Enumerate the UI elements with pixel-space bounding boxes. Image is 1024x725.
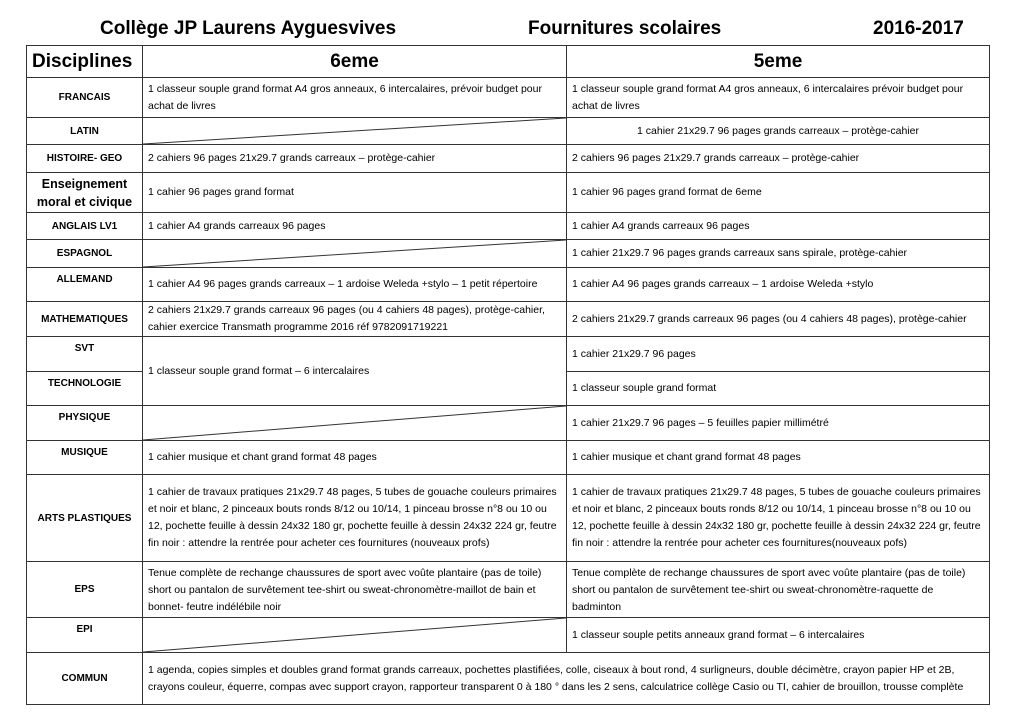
table-row-allemand [27,268,990,302]
supply-cell-6eme: 1 cahier 96 pages grand format [143,173,567,213]
table-row-emc [27,173,990,213]
column-header-disciplines: Disciplines [27,46,143,78]
strikethrough-line [143,618,566,652]
school-name: Collège JP Laurens Ayguesvives [100,18,397,39]
supply-cell-6eme: 1 cahier A4 96 pages grands carreaux – 1 ardoise Weleda +stylo – 1 petit répertoire [143,268,567,302]
discipline-cell: SVT [27,337,143,372]
supply-cell-5eme: 1 cahier 21x29.7 96 pages grands carreaux sans spirale, protège-cahier [567,240,990,268]
discipline-cell: MATHEMATIQUES [27,302,143,337]
empty-cell-6eme [143,118,567,145]
supply-cell-6eme: 1 cahier de travaux pratiques 21x29.7 48 pages, 5 tubes de gouache couleurs primaires et noir et blanc, 2 pinceaux bouts ronds 8/12 ou 10/14, 1 pinceau brosse n°8 ou 10 ou 12, pochette feuille à dessin 24x32 180 gr, pochette feuille à dessin 24x32 224 gr, feutre fin noir : attendre la rentrée pour acheter ces fournitures (nouveaux profs) [143,475,567,562]
supply-cell-5eme: 1 cahier 96 pages grand format de 6eme [567,173,990,213]
discipline-cell: COMMUN [27,653,143,705]
table-row-eps [27,562,990,618]
discipline-cell: ALLEMAND [27,268,143,302]
supply-cell-both: 1 agenda, copies simples et doubles grand format grands carreaux, pochettes plastifiées, colle, ciseaux à bout rond, 4 surligneurs, double décimètre, crayon papier HP et 2B, crayons couleur, équerre, compas avec support crayon, rapporteur transparent 0 à 180 ° dans les 2 sens, calculatrice collège Casio ou TI, cahier de brouillon, trousse complète [143,653,990,705]
table-row-commun [27,653,990,705]
empty-cell-6eme [143,406,567,441]
supply-cell-6eme: 1 classeur souple grand format – 6 intercalaires [143,337,567,406]
document-header [0,18,1024,44]
supply-cell-5eme: 1 classeur souple grand format [567,372,990,406]
discipline-cell: LATIN [27,118,143,145]
table-row-latin [27,118,990,145]
table-row-physique [27,406,990,441]
supply-cell-5eme: 2 cahiers 21x29.7 grands carreaux 96 pages (ou 4 cahiers 48 pages), protège-cahier [567,302,990,337]
supply-cell-6eme: 1 cahier A4 grands carreaux 96 pages [143,213,567,240]
discipline-cell: MUSIQUE [27,441,143,475]
supply-cell-5eme: 2 cahiers 96 pages 21x29.7 grands carreaux – protège-cahier [567,145,990,173]
discipline-cell: ARTS PLASTIQUES [27,475,143,562]
discipline-cell: EPS [27,562,143,618]
table-row-mathematiques [27,302,990,337]
supply-cell-5eme: 1 cahier A4 grands carreaux 96 pages [567,213,990,240]
document-title: Fournitures scolaires [528,18,722,39]
supplies-table [26,45,990,705]
discipline-cell: ANGLAIS LV1 [27,213,143,240]
school-year: 2016-2017 [873,18,964,39]
supply-cell-6eme: 2 cahiers 21x29.7 grands carreaux 96 pages (ou 4 cahiers 48 pages), protège-cahier, cahier exercice Transmath programme 2016 réf 9782091719221 [143,302,567,337]
table-row-anglais [27,213,990,240]
discipline-cell: TECHNOLOGIE [27,372,143,406]
strikethrough-line [143,240,566,267]
supply-cell-5eme: 1 cahier musique et chant grand format 48 pages [567,441,990,475]
table-row-epi [27,618,990,653]
empty-cell-6eme [143,240,567,268]
discipline-cell: Enseignement moral et civique [27,173,143,213]
table-header-row [27,46,990,78]
supply-cell-5eme: 1 cahier A4 96 pages grands carreaux – 1 ardoise Weleda +stylo [567,268,990,302]
column-header-6eme: 6eme [143,46,567,78]
supply-cell-6eme: 2 cahiers 96 pages 21x29.7 grands carreaux – protège-cahier [143,145,567,173]
table-row-musique [27,441,990,475]
discipline-cell: HISTOIRE- GEO [27,145,143,173]
table-row-svt [27,337,990,372]
table-row-espagnol [27,240,990,268]
table-row-francais [27,78,990,118]
supply-cell-5eme: 1 classeur souple grand format A4 gros anneaux, 6 intercalaires prévoir budget pour achat de livres [567,78,990,118]
column-header-5eme: 5eme [567,46,990,78]
discipline-cell: PHYSIQUE [27,406,143,441]
supply-cell-6eme: 1 classeur souple grand format A4 gros anneaux, 6 intercalaires, prévoir budget pour achat de livres [143,78,567,118]
supply-cell-6eme: 1 cahier musique et chant grand format 48 pages [143,441,567,475]
discipline-cell: EPI [27,618,143,653]
supply-cell-6eme: Tenue complète de rechange chaussures de sport avec voûte plantaire (pas de toile) short ou pantalon de survêtement tee-shirt ou sweat-chronomètre-maillot de bain et bonnet- feutre indélébile noir [143,562,567,618]
supply-cell-5eme: 1 cahier 21x29.7 96 pages – 5 feuilles papier millimétré [567,406,990,441]
empty-cell-6eme [143,618,567,653]
discipline-cell: ESPAGNOL [27,240,143,268]
table-row-arts-plastiques [27,475,990,562]
supply-cell-5eme: Tenue complète de rechange chaussures de sport avec voûte plantaire (pas de toile) short ou pantalon de survêtement tee-shirt ou sweat-chronomètre-raquette de badminton [567,562,990,618]
supply-cell-5eme: 1 cahier de travaux pratiques 21x29.7 48 pages, 5 tubes de gouache couleurs primaires et noir et blanc, 2 pinceaux bouts ronds 8/12 ou 10/14, 1 pinceau brosse n°8 ou 10 ou 12, pochette feuille à dessin 24x32 180 gr, pochette feuille à dessin 24x32 224 gr, feutre fin noir : attendre la rentrée pour acheter ces fournitures(nouveaux pofs) [567,475,990,562]
strikethrough-line [143,406,566,440]
supply-cell-5eme: 1 cahier 21x29.7 96 pages [567,337,990,372]
supply-cell-5eme: 1 cahier 21x29.7 96 pages grands carreaux – protège-cahier [567,118,990,145]
discipline-cell: FRANCAIS [27,78,143,118]
table-row-histoire-geo [27,145,990,173]
strikethrough-line [143,118,566,144]
supply-cell-5eme: 1 classeur souple petits anneaux grand format – 6 intercalaires [567,618,990,653]
